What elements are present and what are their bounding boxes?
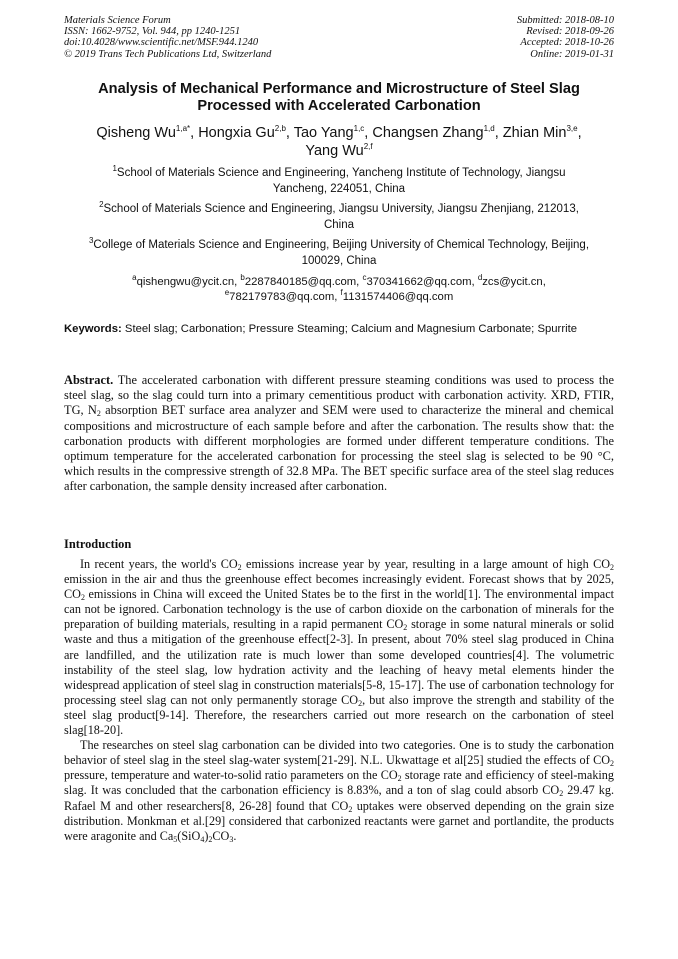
keywords-label: Keywords:	[64, 323, 122, 335]
email-link[interactable]: 1131574406@qq.com	[342, 291, 454, 303]
issn: ISSN: 1662-9752, Vol. 944, pp 1240-1251	[64, 26, 241, 38]
author-name: Yang Wu	[305, 143, 364, 159]
introduction-body	[64, 557, 614, 844]
author-name: Qisheng Wu	[96, 125, 176, 141]
affiliation-number: 1	[112, 164, 117, 174]
author-superscript: 3,e	[566, 124, 578, 134]
author-name: Changsen Zhang	[372, 125, 484, 141]
email-link[interactable]: 782179783@qq.com,	[229, 291, 338, 303]
doi: doi:10.4028/www.scientific.net/MSF.944.1240	[64, 37, 259, 49]
email-link[interactable]: 2287840185@qq.com,	[244, 276, 360, 288]
author-name: Tao Yang	[293, 125, 354, 141]
paper-title	[64, 81, 614, 115]
section-heading: Introduction	[64, 537, 132, 551]
submitted-date: Submitted: 2018-08-10	[516, 15, 614, 26]
author-superscript: 1,a*	[175, 124, 191, 134]
keywords	[64, 322, 614, 338]
affiliation-line: Yancheng, 224051, China	[272, 182, 406, 195]
affiliation-line: 100029, China	[301, 254, 377, 267]
abstract: Abstract. The accelerated carbonation with different pressure steaming conditions was used to process the steel slag, so the slag could turn into a primary cementitious product with carbonation activity. XRD, FTIR, TG, $N_2$ absorption BET surface area analyzer and SEM were used to characterize the mineral and chemical compositions and microstructure of each sample before and after the carbonation. The results show that: the carbonation products with different morphologies are formed under different temperature conditions. The optimum temperature for the accelerated carbonation for processing the steel slag is selected to be 90 °C, which results in the compressive strength of 32.8 MPa. The BET specific surface area of the steel slag reduces after carbonation, the sample density increased after carbonation.	[64, 373, 614, 494]
affiliation-line: School of Materials Science and Engineering, Jiangsu University, Jiangsu Zhenjiang, 212013,	[103, 203, 579, 215]
affiliation-1	[64, 166, 614, 197]
affiliation-line: China	[323, 218, 355, 231]
affiliation-2	[64, 202, 614, 233]
email-link[interactable]: qishengwu@ycit.cn,	[136, 276, 238, 288]
journal-name: Materials Science Forum	[64, 15, 171, 26]
accepted-date: Accepted: 2018-10-26	[520, 37, 614, 49]
paragraph: The researches on steel slag carbonation can be divided into two categories. One is to study the carbonation behavior of steel slag in the steel slag-water system[21-29]. N.L. Ukwattage et al[25] studied the effects of $CO_2$ pressure, temperature and water-to-solid ratio parameters on the $CO_2$ storage rate and efficiency of steel-making slag. It was concluded that the carbonation efficiency is 8.83%, and a ton of slag could absorb $CO_2$ 29.47 kg. Rafael M and other researchers[8, 26-28] found that $CO_2$ uptakes were observed depending on the grain size distribution. Monkman et al.[29] considered that carbonized reactants were garnet and portlandite, the products were aragonite and $Ca_5(SiO_4)_2CO_3$.	[64, 738, 614, 844]
affiliation-number: 3	[88, 236, 94, 246]
affiliation-number: 2	[99, 200, 104, 210]
affiliation-line: College of Materials Science and Engineering, Beijing University of Chemical Technology, Beijing,	[93, 239, 590, 251]
author-superscript: 1,c	[353, 124, 365, 134]
publication-dates	[517, 15, 614, 60]
revised-date: Revised: 2018-09-26	[526, 26, 614, 38]
online-date: Online: 2019-01-31	[530, 48, 614, 60]
author-emails: $^a$qishengwu@ycit.cn, $^b$2287840185@qq.com, $^c$370341662@qq.com, $^d$zcs@ycit.cn, $^e$782179783@qq.com, $^f$1131574406@qq.com	[132, 273, 546, 303]
keywords-text: Steel slag; Carbonation; Pressure Steaming; Calcium and Magnesium Carbonate; Spurrite	[124, 323, 578, 335]
author-name: Hongxia Gu	[198, 125, 275, 141]
affiliation-3	[64, 238, 614, 269]
abstract-label: Abstract.	[64, 373, 114, 387]
author-superscript: 2,b	[274, 124, 286, 134]
journal-info	[64, 15, 271, 60]
paragraph: In recent years, the world's $CO_2$ emissions increase year by year, resulting in a large amount of high $CO_2$ emission in the air and thus the greenhouse effect becomes increasingly evident. Forecast shows that by 2025, $CO_2$ emissions in China will exceed the United States be to the first in the world[1]. The environmental impact can not be ignored. Carbonation technology is the use of carbon dioxide on the carbonation of minerals for the preparation of building materials, resulting in a rapid permanent $CO_2$ storage in some natural minerals or solid waste and thus a mitigation of the greenhouse effect[2-3]. In present, about 70% steel slag produced in China are landfilled, and the utilization rate is much lower than some developed countries[4]. The volumetric instability of the steel slag, low hydration activity and the leaching of heavy metal elements hinder the widespread application of steel slag in construction materials[5-8, 15-17]. The use of carbonation technology for processing steel slag can not only permanently storage $CO_2$, but also improve the strength and stability of the steel slag product[9-14]. Therefore, the researchers carried out more research on the carbonation of steel slag[18-20].	[64, 557, 614, 738]
author-name: Zhian Min	[502, 125, 567, 141]
author-list: Qisheng $Wu^{1,a*}$, Hongxia Gu$^{2,b}$, Tao Yang$^{1,c}$, Changsen Zhang$^{1,d}$, Zhian Min$^{3,e}$, Yang Wu$^{2,f}$	[96, 124, 582, 159]
copyright: © 2019 Trans Tech Publications Ltd, Switzerland	[64, 48, 272, 60]
author-superscript: 2,f	[363, 142, 373, 152]
email-link[interactable]: zcs@ycit.cn,	[482, 276, 546, 288]
author-superscript: 1,d	[483, 124, 495, 134]
affiliation-line: School of Materials Science and Engineering, Yancheng Institute of Technology, Jiangsu	[116, 167, 566, 179]
title-line-2: Processed with Accelerated Carbonation	[197, 98, 481, 114]
title-line-1: Analysis of Mechanical Performance and Microstructure of Steel Slag	[98, 81, 580, 97]
email-link[interactable]: 370341662@qq.com,	[366, 276, 475, 288]
